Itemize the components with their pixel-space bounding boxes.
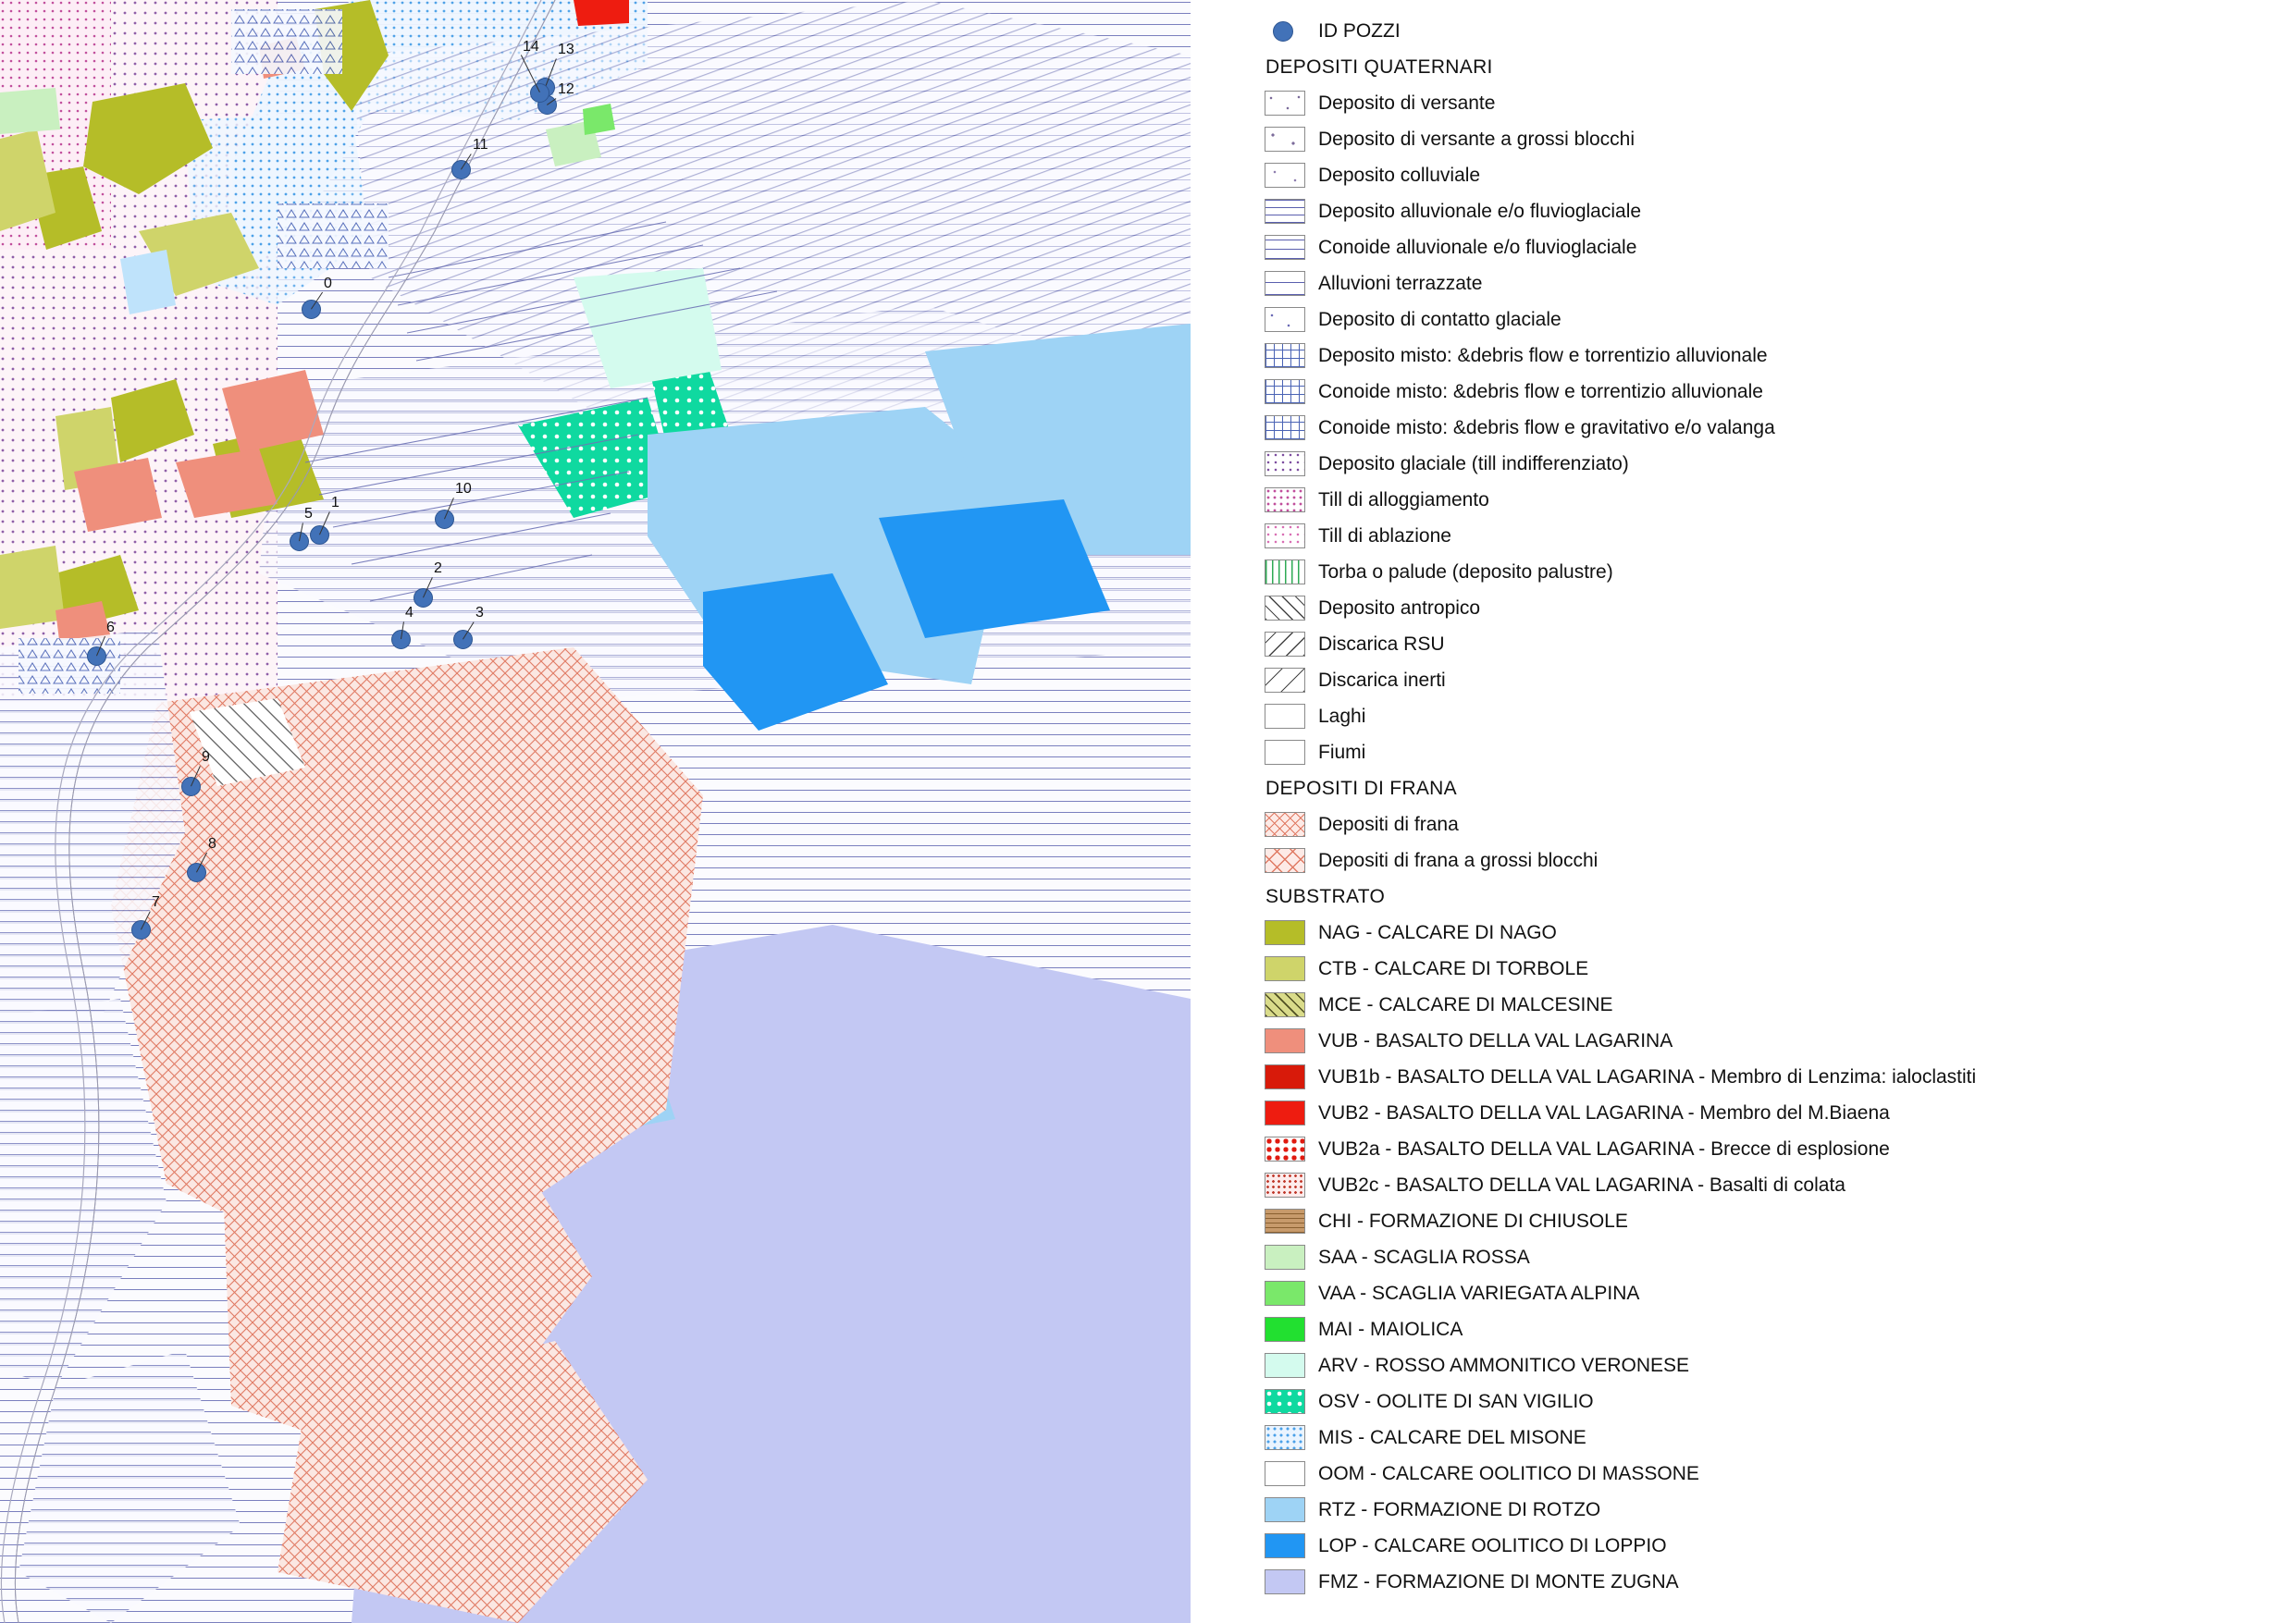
legend-item[interactable]: [1265, 1311, 2282, 1347]
legend-item[interactable]: [1265, 626, 2282, 662]
legend-item[interactable]: [1265, 1564, 2282, 1600]
legend-swatch: [1265, 1245, 1305, 1270]
legend-swatch: [1265, 487, 1305, 512]
legend-item-label: Discarica inerti: [1318, 669, 1446, 691]
legend-swatch: [1265, 307, 1305, 332]
legend-item-label: LOP - CALCARE OOLITICO DI LOPPIO: [1318, 1534, 1667, 1556]
legend-item[interactable]: [1265, 806, 2282, 842]
legend-item[interactable]: [1265, 554, 2282, 590]
legend-item-label: Deposito misto: &debris flow e torrentizio alluvionale: [1318, 344, 1768, 366]
legend-swatch: [1265, 1209, 1305, 1234]
legend-swatch: [1265, 235, 1305, 260]
legend-swatch: [1265, 1317, 1305, 1342]
well-label: 13: [558, 42, 574, 57]
legend-section-title: SUBSTRATO: [1265, 885, 1386, 907]
legend-item-label: Till di ablazione: [1318, 524, 1451, 547]
legend-item-label: NAG - CALCARE DI NAGO: [1318, 921, 1557, 943]
legend-item[interactable]: [1265, 1383, 2282, 1420]
legend-sections: [1265, 49, 2282, 1600]
legend-item-label: OOM - CALCARE OOLITICO DI MASSONE: [1318, 1462, 1699, 1484]
well-label: 14: [523, 39, 539, 55]
legend-swatch: [1265, 1100, 1305, 1125]
legend-item-label: Conoide alluvionale e/o fluvioglaciale: [1318, 236, 1637, 258]
legend-swatch: [1265, 848, 1305, 873]
legend-item[interactable]: [1265, 482, 2282, 518]
legend-item[interactable]: [1265, 446, 2282, 482]
legend-item-label: MCE - CALCARE DI MALCESINE: [1318, 993, 1613, 1015]
legend-item[interactable]: [1265, 1167, 2282, 1203]
legend-swatch: [1265, 199, 1305, 224]
legend-item-label: MIS - CALCARE DEL MISONE: [1318, 1426, 1586, 1448]
legend-label-id-pozzi: ID POZZI: [1318, 19, 1401, 42]
legend-swatch: [1265, 704, 1305, 729]
legend-item[interactable]: [1265, 662, 2282, 698]
well-label: 12: [558, 81, 574, 97]
legend-swatch: [1265, 1389, 1305, 1414]
legend-item[interactable]: [1265, 338, 2282, 374]
legend-item[interactable]: [1265, 915, 2282, 951]
legend-swatch: [1265, 1497, 1305, 1522]
legend-item-label: RTZ - FORMAZIONE DI ROTZO: [1318, 1498, 1601, 1520]
legend-swatch: [1265, 1137, 1305, 1162]
legend-swatch: [1265, 740, 1305, 765]
well-label: 1: [331, 495, 339, 510]
legend-swatch: [1265, 91, 1305, 116]
legend-item[interactable]: [1265, 1203, 2282, 1239]
legend-item[interactable]: [1265, 1528, 2282, 1564]
legend-section-title: DEPOSITI DI FRANA: [1265, 777, 1457, 799]
legend-swatch: [1265, 1064, 1305, 1089]
well-label: 5: [304, 506, 313, 522]
well-label: 7: [152, 894, 160, 910]
legend-swatch: [1265, 812, 1305, 837]
legend-item-label: VUB2c - BASALTO DELLA VAL LAGARINA - Basalti di colata: [1318, 1174, 1845, 1196]
legend-item-label: SAA - SCAGLIA ROSSA: [1318, 1246, 1530, 1268]
legend-panel: [1191, 0, 2296, 1623]
legend-item-label: Till di alloggiamento: [1318, 488, 1489, 510]
legend-item[interactable]: [1265, 1059, 2282, 1095]
legend-swatch: [1265, 596, 1305, 621]
well-marker[interactable]: [530, 83, 549, 103]
legend-section-title: DEPOSITI QUATERNARI: [1265, 55, 1493, 78]
legend-swatch: [1265, 415, 1305, 440]
legend-swatch: [1265, 343, 1305, 368]
legend-item[interactable]: [1265, 1420, 2282, 1456]
well-label: 8: [208, 836, 216, 852]
legend-item[interactable]: [1265, 121, 2282, 157]
legend-swatch: [1265, 1353, 1305, 1378]
legend-item[interactable]: [1265, 157, 2282, 193]
legend-swatch: [1265, 1569, 1305, 1594]
legend-item[interactable]: [1265, 1347, 2282, 1383]
legend-item[interactable]: [1265, 85, 2282, 121]
well-label: 6: [106, 620, 115, 635]
legend-item-label: Deposito alluvionale e/o fluvioglaciale: [1318, 200, 1642, 222]
legend-item-label: Deposito di versante: [1318, 92, 1496, 114]
legend-swatch: [1265, 379, 1305, 404]
legend-item-label: CHI - FORMAZIONE DI CHIUSOLE: [1318, 1210, 1628, 1232]
legend-swatch: [1265, 1461, 1305, 1486]
legend-item-label: VUB1b - BASALTO DELLA VAL LAGARINA - Membro di Lenzima: ialoclastiti: [1318, 1065, 1977, 1088]
legend-item[interactable]: [1265, 229, 2282, 265]
legend-item[interactable]: [1265, 518, 2282, 554]
legend-swatch: [1265, 920, 1305, 945]
legend-item[interactable]: [1265, 1131, 2282, 1167]
well-label: 4: [405, 605, 414, 621]
legend-item[interactable]: [1265, 410, 2282, 446]
legend-swatch: [1265, 1028, 1305, 1053]
legend-item-label: Discarica RSU: [1318, 633, 1445, 655]
legend-swatch: [1265, 271, 1305, 296]
well-label: 3: [475, 605, 484, 621]
legend-item-label: FMZ - FORMAZIONE DI MONTE ZUGNA: [1318, 1570, 1679, 1592]
legend-item[interactable]: [1265, 1095, 2282, 1131]
legend-item-label: OSV - OOLITE DI SAN VIGILIO: [1318, 1390, 1594, 1412]
legend-item-label: Depositi di frana a grossi blocchi: [1318, 849, 1599, 871]
legend-item[interactable]: [1265, 374, 2282, 410]
legend-swatch: [1265, 163, 1305, 188]
legend-swatch: [1265, 1425, 1305, 1450]
legend-item-label: Deposito colluviale: [1318, 164, 1481, 186]
legend-item-label: Conoide misto: &debris flow e gravitativo e/o valanga: [1318, 416, 1775, 438]
legend-item[interactable]: [1265, 1492, 2282, 1528]
legend-swatch: [1265, 127, 1305, 152]
legend-item-label: CTB - CALCARE DI TORBOLE: [1318, 957, 1589, 979]
legend-item[interactable]: [1265, 590, 2282, 626]
legend-item[interactable]: [1265, 951, 2282, 987]
legend-item[interactable]: [1265, 734, 2282, 770]
legend-item[interactable]: [1265, 301, 2282, 338]
legend-swatch: [1265, 523, 1305, 548]
well-label: 9: [202, 749, 210, 765]
legend-item-label: VAA - SCAGLIA VARIEGATA ALPINA: [1318, 1282, 1640, 1304]
legend-item[interactable]: [1265, 1023, 2282, 1059]
legend-swatch: [1265, 1533, 1305, 1558]
well-label: 10: [455, 481, 472, 497]
legend-item-label: Laghi: [1318, 705, 1366, 727]
circle-marker-icon: [1265, 21, 1305, 42]
legend-swatch: [1265, 559, 1305, 584]
legend-item-label: ARV - ROSSO AMMONITICO VERONESE: [1318, 1354, 1690, 1376]
legend-item-label: Depositi di frana: [1318, 813, 1459, 835]
legend-swatch: [1265, 1173, 1305, 1198]
legend-item-label: MAI - MAIOLICA: [1318, 1318, 1463, 1340]
legend-item-label: VUB2a - BASALTO DELLA VAL LAGARINA - Brecce di esplosione: [1318, 1137, 1890, 1160]
legend-item-label: VUB - BASALTO DELLA VAL LAGARINA: [1318, 1029, 1673, 1051]
legend-item[interactable]: [1265, 1239, 2282, 1275]
legend-swatch: [1265, 668, 1305, 693]
legend-swatch: [1265, 451, 1305, 476]
legend-swatch: [1265, 992, 1305, 1017]
legend-item[interactable]: [1265, 698, 2282, 734]
legend-item-label: Deposito di contatto glaciale: [1318, 308, 1562, 330]
legend-swatch: [1265, 632, 1305, 657]
well-label: 0: [324, 276, 332, 291]
legend-item[interactable]: [1265, 1456, 2282, 1492]
legend-item[interactable]: [1265, 1275, 2282, 1311]
legend-item-label: Alluvioni terrazzate: [1318, 272, 1483, 294]
legend-item-label: Deposito antropico: [1318, 596, 1481, 619]
well-label: 2: [434, 560, 442, 576]
legend-swatch: [1265, 1281, 1305, 1306]
legend-item[interactable]: [1265, 987, 2282, 1023]
legend-item-label: Deposito glaciale (till indifferenziato): [1318, 452, 1629, 474]
legend-item-id-pozzi: [1265, 13, 2282, 49]
legend-item-label: Conoide misto: &debris flow e torrentizio alluvionale: [1318, 380, 1763, 402]
legend-item[interactable]: [1265, 842, 2282, 879]
legend-item-label: Deposito di versante a grossi blocchi: [1318, 128, 1636, 150]
well-label: 11: [473, 137, 488, 153]
legend-swatch: [1265, 956, 1305, 981]
legend-item[interactable]: [1265, 193, 2282, 229]
legend-item[interactable]: [1265, 265, 2282, 301]
legend-item-label: VUB2 - BASALTO DELLA VAL LAGARINA - Membro del M.Biaena: [1318, 1101, 1890, 1124]
legend-item-label: Torba o palude (deposito palustre): [1318, 560, 1613, 583]
legend-item-label: Fiumi: [1318, 741, 1366, 763]
